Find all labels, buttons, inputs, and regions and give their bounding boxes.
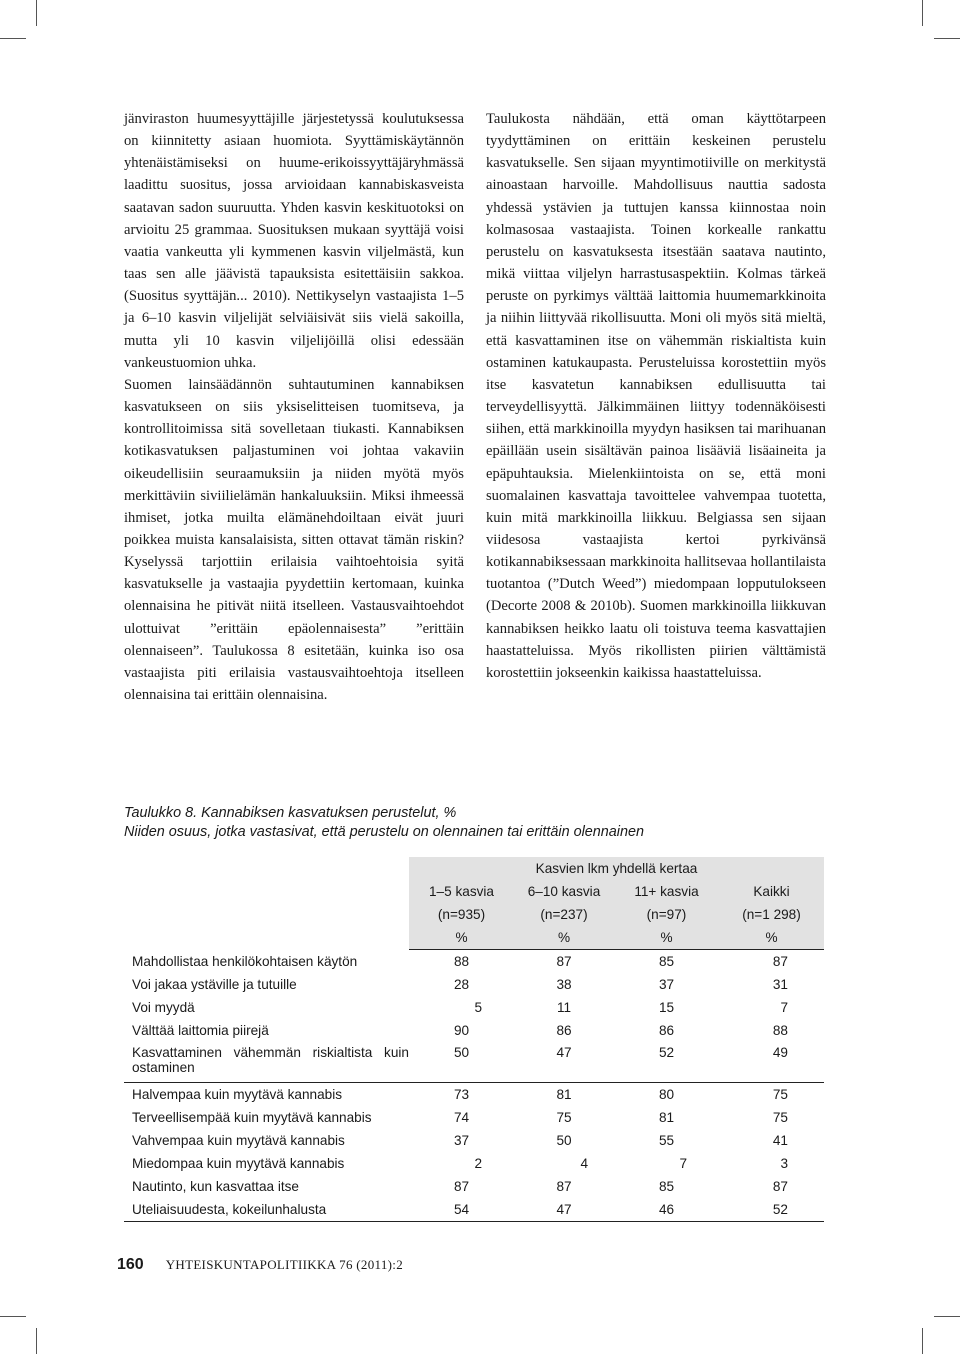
crop-mark-top-left-v (36, 0, 37, 26)
crop-mark-top-left-h (0, 38, 26, 39)
data-table (124, 857, 824, 1222)
table-header-label-row (124, 880, 824, 903)
table-header-unit-row (124, 926, 824, 950)
table-row: Miedompaa kuin myytävä kannabis 2 4 7 3 (132, 1156, 788, 1171)
table-row: Voi jakaa ystäville ja tutuille 28 38 37 31 (132, 977, 788, 992)
column-unit: % (719, 926, 824, 950)
column-n: (n=935) (409, 903, 514, 926)
crop-mark-bottom-right-h (934, 1316, 960, 1317)
column-unit: % (409, 926, 514, 950)
column-header: Kaikki (719, 880, 824, 903)
column-n: (n=237) (514, 903, 614, 926)
table-caption-subtitle: Niiden osuus, jotka vastasivat, että perustelu on olennainen tai erittäin olennainen (124, 823, 645, 840)
table-row: Voi myydä 5 11 15 7 (132, 1000, 788, 1015)
table-row: Mahdollistaa henkilökohtaisen käytön 88 87 85 87 (132, 953, 788, 969)
crop-mark-top-right-h (934, 38, 960, 39)
column-n: (n=1 298) (719, 903, 824, 926)
left-text-column (124, 108, 464, 706)
crop-mark-bottom-left-v (36, 1328, 37, 1354)
table-header-n-row (124, 903, 824, 926)
table-row: Halvempaa kuin myytävä kannabis 73 81 80 75 (132, 1087, 788, 1102)
column-unit: % (514, 926, 614, 950)
page-footer (117, 1256, 403, 1274)
right-paragraph-1: Taulukosta nähdään, että oman käyttötarpeen tyydyttäminen on erittäin keskeinen perustelu kasvatukselle. Sen sijaan myyntimotiiville on merkitystä ainoastaan harvoille. Mahdollisuus nauttia sadosta yhdessä ystävien ja tuttujen kanssa kiinnostaa noin kolmasosaa vastaajista. Toinen korkealle rankattu perustelu on kasvatuksesta itsestään saatava nautinto, mikä viittaa viljelyn harrastusaspektiin. Kolmas tärkeä peruste on pyrkimys välttää laittomia huumemarkkinoita ja niihin liittyvää rikollisuutta. Moni oli myös sitä mieltä, että kasvattaminen itse on vähemmän riskialtista kuin ostaminen katukaupasta. Perusteluissa korostettiin myös itse kasvatetun kannabiksen edullisuutta tai terveydellisyyttä. Jälkimmäinen liittyy todennäköisesti siihen, että markkinoilla myydyn hasiksen tai marihuanan epäillään usein sisältävän painoa lisääviä lisäaineita ja epäpuhtauksia. Mielenkiintoista on se, että moni suomalainen kasvattaja tavoittelee vahvempaa tuotetta, kuin mitä markkinoilla liikkuu. Belgiassa sen sijaan viidesosa vastaajista kertoi pyrkivänsä kotikannabiksessaan markkinoita hallitsevaa hollantilaista tuotantoa (”Dutch Weed”) miedompaan lopputulokseen (Decorte 2008 & 2010b). Suomen markkinoilla liikkuvan kannabiksen heikko laatu oli toistuva teema kasvattajien haastatteluissa. Myös rikollisten piirien välttämistä korostettiin jokseenkin kaikissa haastatteluissa. (486, 111, 826, 681)
left-paragraph-1: jänviraston huumesyyttäjille järjestetyssä koulutuksessa on kiinnitetty asiaan huomiota. Syyttämiskäytännön yhtenäistämiseksi on huume-erikoissyyttäjäryhmässä laadittu suositus, jossa arvioidaan kannabiskasveista saatavan sadon suuruutta. Yhden kasvin keskituotoksi on arvioitu 25 grammaa. Suosituksen mukaan syyttäjä voisi vaatia vankeutta yli kymmenen kasvin viljelmästä, kun taas sen alle jäävistä tapauksista esitettäisiin sakkoa. (Suositus syyttäjän... 2010). Nettikyselyn vastaajista 1–5 ja 6–10 kasvin viljelijät selviäisivät siis vielä sakoilla, mutta yli 10 kasvin viljelijöillä olisi edessään vankeustuomion uhka. (124, 111, 464, 371)
column-header: 6–10 kasvia (514, 880, 614, 903)
table-row: Nautinto, kun kasvattaa itse 87 87 85 87 (132, 1179, 788, 1194)
page-number: 160 (117, 1256, 144, 1273)
table-row: Terveellisempää kuin myytävä kannabis 74 75 81 75 (132, 1110, 788, 1125)
column-unit: % (614, 926, 719, 950)
table-caption (124, 804, 824, 841)
table-row: Vahvempaa kuin myytävä kannabis 37 50 55 41 (132, 1133, 788, 1148)
table-caption-title: Taulukko 8. Kannabiksen kasvatuksen perustelut, % (124, 805, 457, 821)
table-row: Kasvattaminen vähemmän riskialtista kuin ostaminen 50 47 52 49 (124, 1042, 824, 1083)
table-row: Uteliaisuudesta, kokeilunhalusta 54 47 46 52 (124, 1198, 824, 1222)
group-header: Kasvien lkm yhdellä kertaa (514, 857, 719, 880)
crop-mark-top-right-v (922, 0, 923, 26)
journal-name: YHTEISKUNTAPOLITIIKKA 76 (2011):2 (165, 1257, 403, 1272)
crop-mark-bottom-left-h (0, 1316, 26, 1317)
right-text-column (486, 108, 826, 684)
column-n: (n=97) (614, 903, 719, 926)
crop-mark-bottom-right-v (922, 1328, 923, 1354)
table-header-group-row (124, 857, 824, 880)
column-header: 1–5 kasvia (409, 880, 514, 903)
table-row: Välttää laittomia piirejä 90 86 86 88 (132, 1023, 788, 1038)
left-paragraph-2: Suomen lainsäädännön suhtautuminen kannabiksen kasvatukseen on siis yksiselitteisen tuomitseva, ja kontrollitoimissa sitä sovelletaan tiukasti. Kannabiksen kotikasvatuksen paljastuminen voi johtaa vakaviin oikeudellisiin seuraamuksiin ja niiden myötä myös merkittäviin siviilielämän hankaluuksiin. Miksi ihmeessä ihmiset, jotka muilta elämänehdoiltaan eivät juuri poikkea muista kansalaisista, sitten ottavat tämän riskin? Kyselyssä tarjottiin erilaisia vaihtoehtoisia syitä kasvatukselle ja vastaajia pyydettiin kertomaan, kuinka olennaisina he pitivät niitä itselleen. Vastausvaihtoehdot ulottuivat ”erittäin epäolennaisesta” ”erittäin olennaiseen”. Taulukossa 8 esitetään, kuinka iso osa vastaajista piti erilaisia vastausvaihtoehtoja itselleen olennaisina tai erittäin olennaisina. (124, 376, 464, 704)
column-header: 11+ kasvia (614, 880, 719, 903)
